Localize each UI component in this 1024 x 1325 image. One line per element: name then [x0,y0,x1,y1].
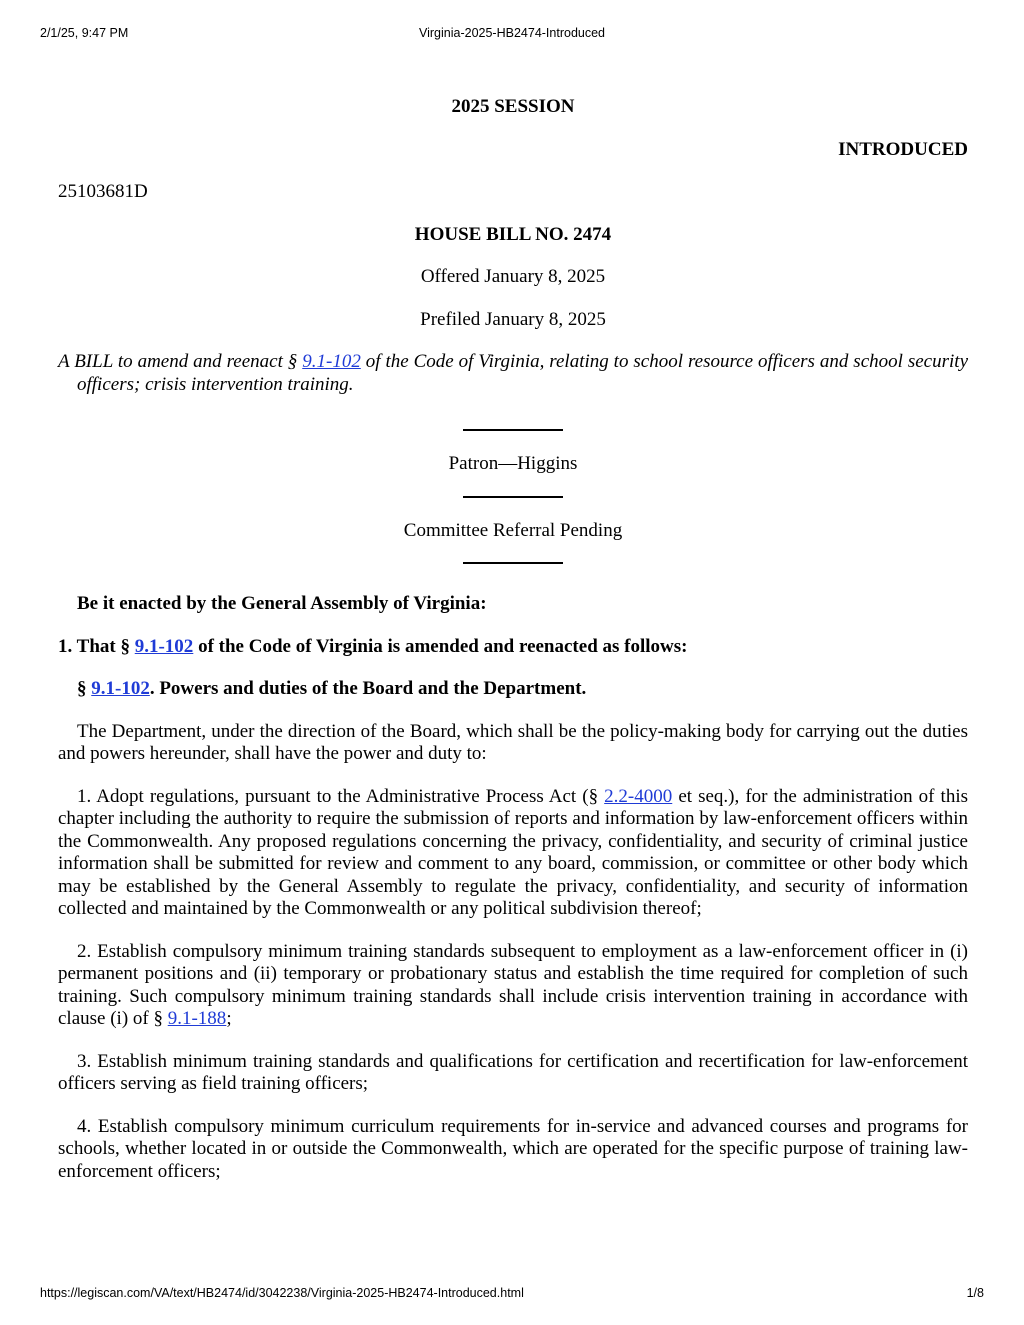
lis-number: 25103681D [58,181,148,202]
section-heading [58,678,968,701]
print-datetime: 2/1/25, 9:47 PM [40,26,129,40]
bill-number: HOUSE BILL NO. 2474 [414,223,612,245]
description-text-1: A BILL to amend and reenact § [58,351,303,372]
prefiled-date: Prefiled January 8, 2025 [420,308,606,330]
item-2-text-1: 2. Establish compulsory minimum training standards subsequent to employment as a law-enforcement officer in (i) permanent positions and (ii) temporary or probationary status and establish the time required for completion of such training. Such compulsory minimum training standards shall include crisis intervention training in accordance with clause (i) of § [58,940,968,1029]
item-2-text-2: ; [226,1008,232,1029]
code-link-9-1-102[interactable]: 9.1-102 [134,635,194,657]
separator-rule [463,496,563,498]
amend-text-1: 1. That § [58,635,135,657]
code-link-9-1-102[interactable]: 9.1-102 [91,678,150,699]
section-symbol: § [77,678,92,699]
description-text-2: of the Code of Virginia, relating to school resource officers and school security officers; crisis intervention training. [77,351,968,395]
code-link-9-1-102[interactable]: 9.1-102 [302,351,361,372]
enacting-clause: Be it enacted by the General Assembly of Virginia: [77,593,487,614]
print-title: Virginia-2025-HB2474-Introduced [419,26,605,40]
section-title: . Powers and duties of the Board and the Department. [149,678,587,699]
offered-date: Offered January 8, 2025 [420,266,606,287]
print-header [40,26,984,42]
code-link-2-2-4000[interactable]: 2.2-4000 [604,785,673,807]
committee-referral: Committee Referral Pending [403,519,623,541]
intro-paragraph: The Department, under the direction of the Board, which shall be the policy-making body for carrying out the duties and powers hereunder, shall have the power and duty to: [58,720,968,764]
bill-description [58,351,968,396]
amend-clause [58,636,968,659]
patron: Patron—Higgins [448,453,578,474]
bill-document [58,96,968,1183]
separator-rule [463,562,563,564]
print-footer [40,1286,984,1302]
print-url: https://legiscan.com/VA/text/HB2474/id/3042238/Virginia-2025-HB2474-Introduced.html [40,1286,524,1300]
item-1-text-1: 1. Adopt regulations, pursuant to the Administrative Process Act (§ [77,785,605,807]
code-link-9-1-188[interactable]: 9.1-188 [167,1008,227,1029]
item-1 [58,786,968,921]
item-2 [58,941,968,1031]
status-heading: INTRODUCED [838,138,968,160]
item-4: 4. Establish compulsory minimum curriculum requirements for in-service and advanced courses and programs for schools, whether located in or outside the Commonwealth, which are operated for the specific purpose of training law-enforcement officers; [58,1115,968,1182]
page-number: 1/8 [966,1286,984,1300]
item-1-text-2: et seq.), for the administration of this chapter including the authority to require the submission of reports and information by law-enforcement officers within the Commonwealth. Any proposed regulations concerning the privacy, confidentiality, and security of criminal justice information shall be submitted for review and comment to any board, commission, or committee or other body which may be established by the General Assembly to regulate the privacy, confidentiality, and security of information collected and maintained by the Commonwealth or any political subdivision thereof; [58,785,968,919]
separator-rule [463,429,563,431]
item-3: 3. Establish minimum training standards and qualifications for certification and recertification for law-enforcement officers serving as field training officers; [58,1050,968,1094]
amend-text-2: of the Code of Virginia is amended and reenacted as follows: [193,635,688,657]
session-heading: 2025 SESSION [451,96,575,117]
